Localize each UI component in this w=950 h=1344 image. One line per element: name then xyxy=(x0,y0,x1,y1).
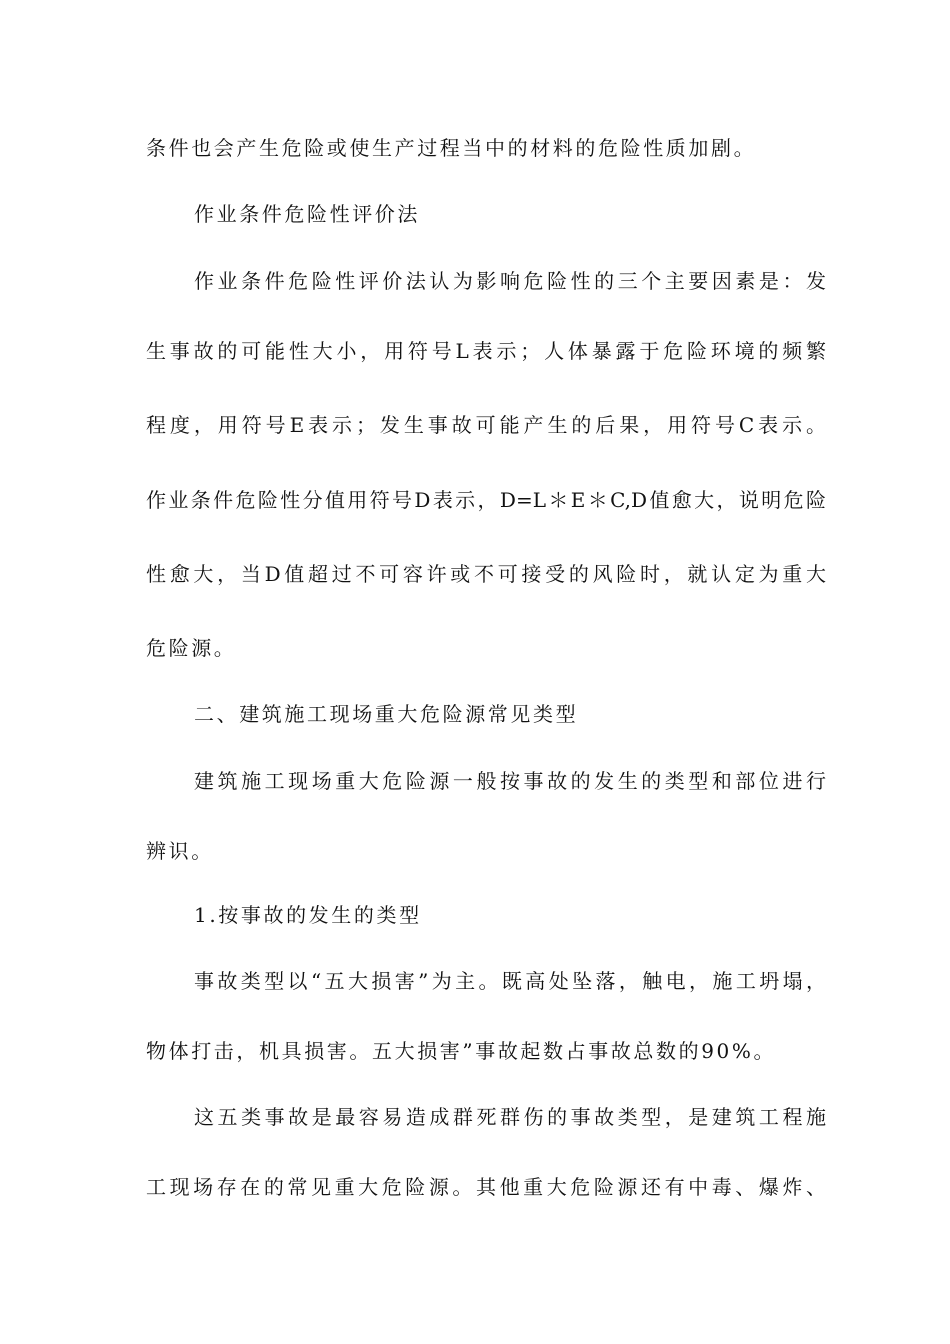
paragraph-line: 条件也会产生危险或使生产过程当中的材料的危险性质加剧。 xyxy=(146,136,757,160)
paragraph-line: 工现场存在的常见重大危险源。其他重大危险源还有中毒、爆炸、 xyxy=(146,1175,826,1199)
paragraph-line: 危险源。 xyxy=(146,636,237,660)
paragraph-line: 生事故的可能性大小，用符号L表示；人体暴露于危险环境的频繁 xyxy=(146,339,826,363)
paragraph-line: 程度，用符号E表示；发生事故可能产生的后果，用符号C表示。 xyxy=(146,413,826,437)
paragraph-line: 物体打击，机具损害。五大损害”事故起数占事故总数的90%。 xyxy=(146,1039,777,1063)
paragraph-line: 辨识。 xyxy=(146,839,214,863)
paragraph-line: 建筑施工现场重大危险源一般按事故的发生的类型和部位进行 xyxy=(194,769,826,793)
paragraph-line: 作业条件危险性评价法认为影响危险性的三个主要因素是：发 xyxy=(194,269,826,293)
paragraph-line: 事故类型以“五大损害”为主。既高处坠落，触电，施工坍塌， xyxy=(194,969,826,993)
section-heading: 二、建筑施工现场重大危险源常见类型 xyxy=(194,702,579,726)
subsection-heading: 1.按事故的发生的类型 xyxy=(194,903,422,927)
paragraph-line: 性愈大，当D值超过不可容许或不可接受的风险时，就认定为重大 xyxy=(146,562,826,586)
section-heading: 作业条件危险性评价法 xyxy=(194,202,420,226)
paragraph-line: 作业条件危险性分值用符号D表示，D=L＊E＊C,D值愈大，说明危险 xyxy=(146,488,826,512)
paragraph-line: 这五类事故是最容易造成群死群伤的事故类型，是建筑工程施 xyxy=(194,1105,826,1129)
